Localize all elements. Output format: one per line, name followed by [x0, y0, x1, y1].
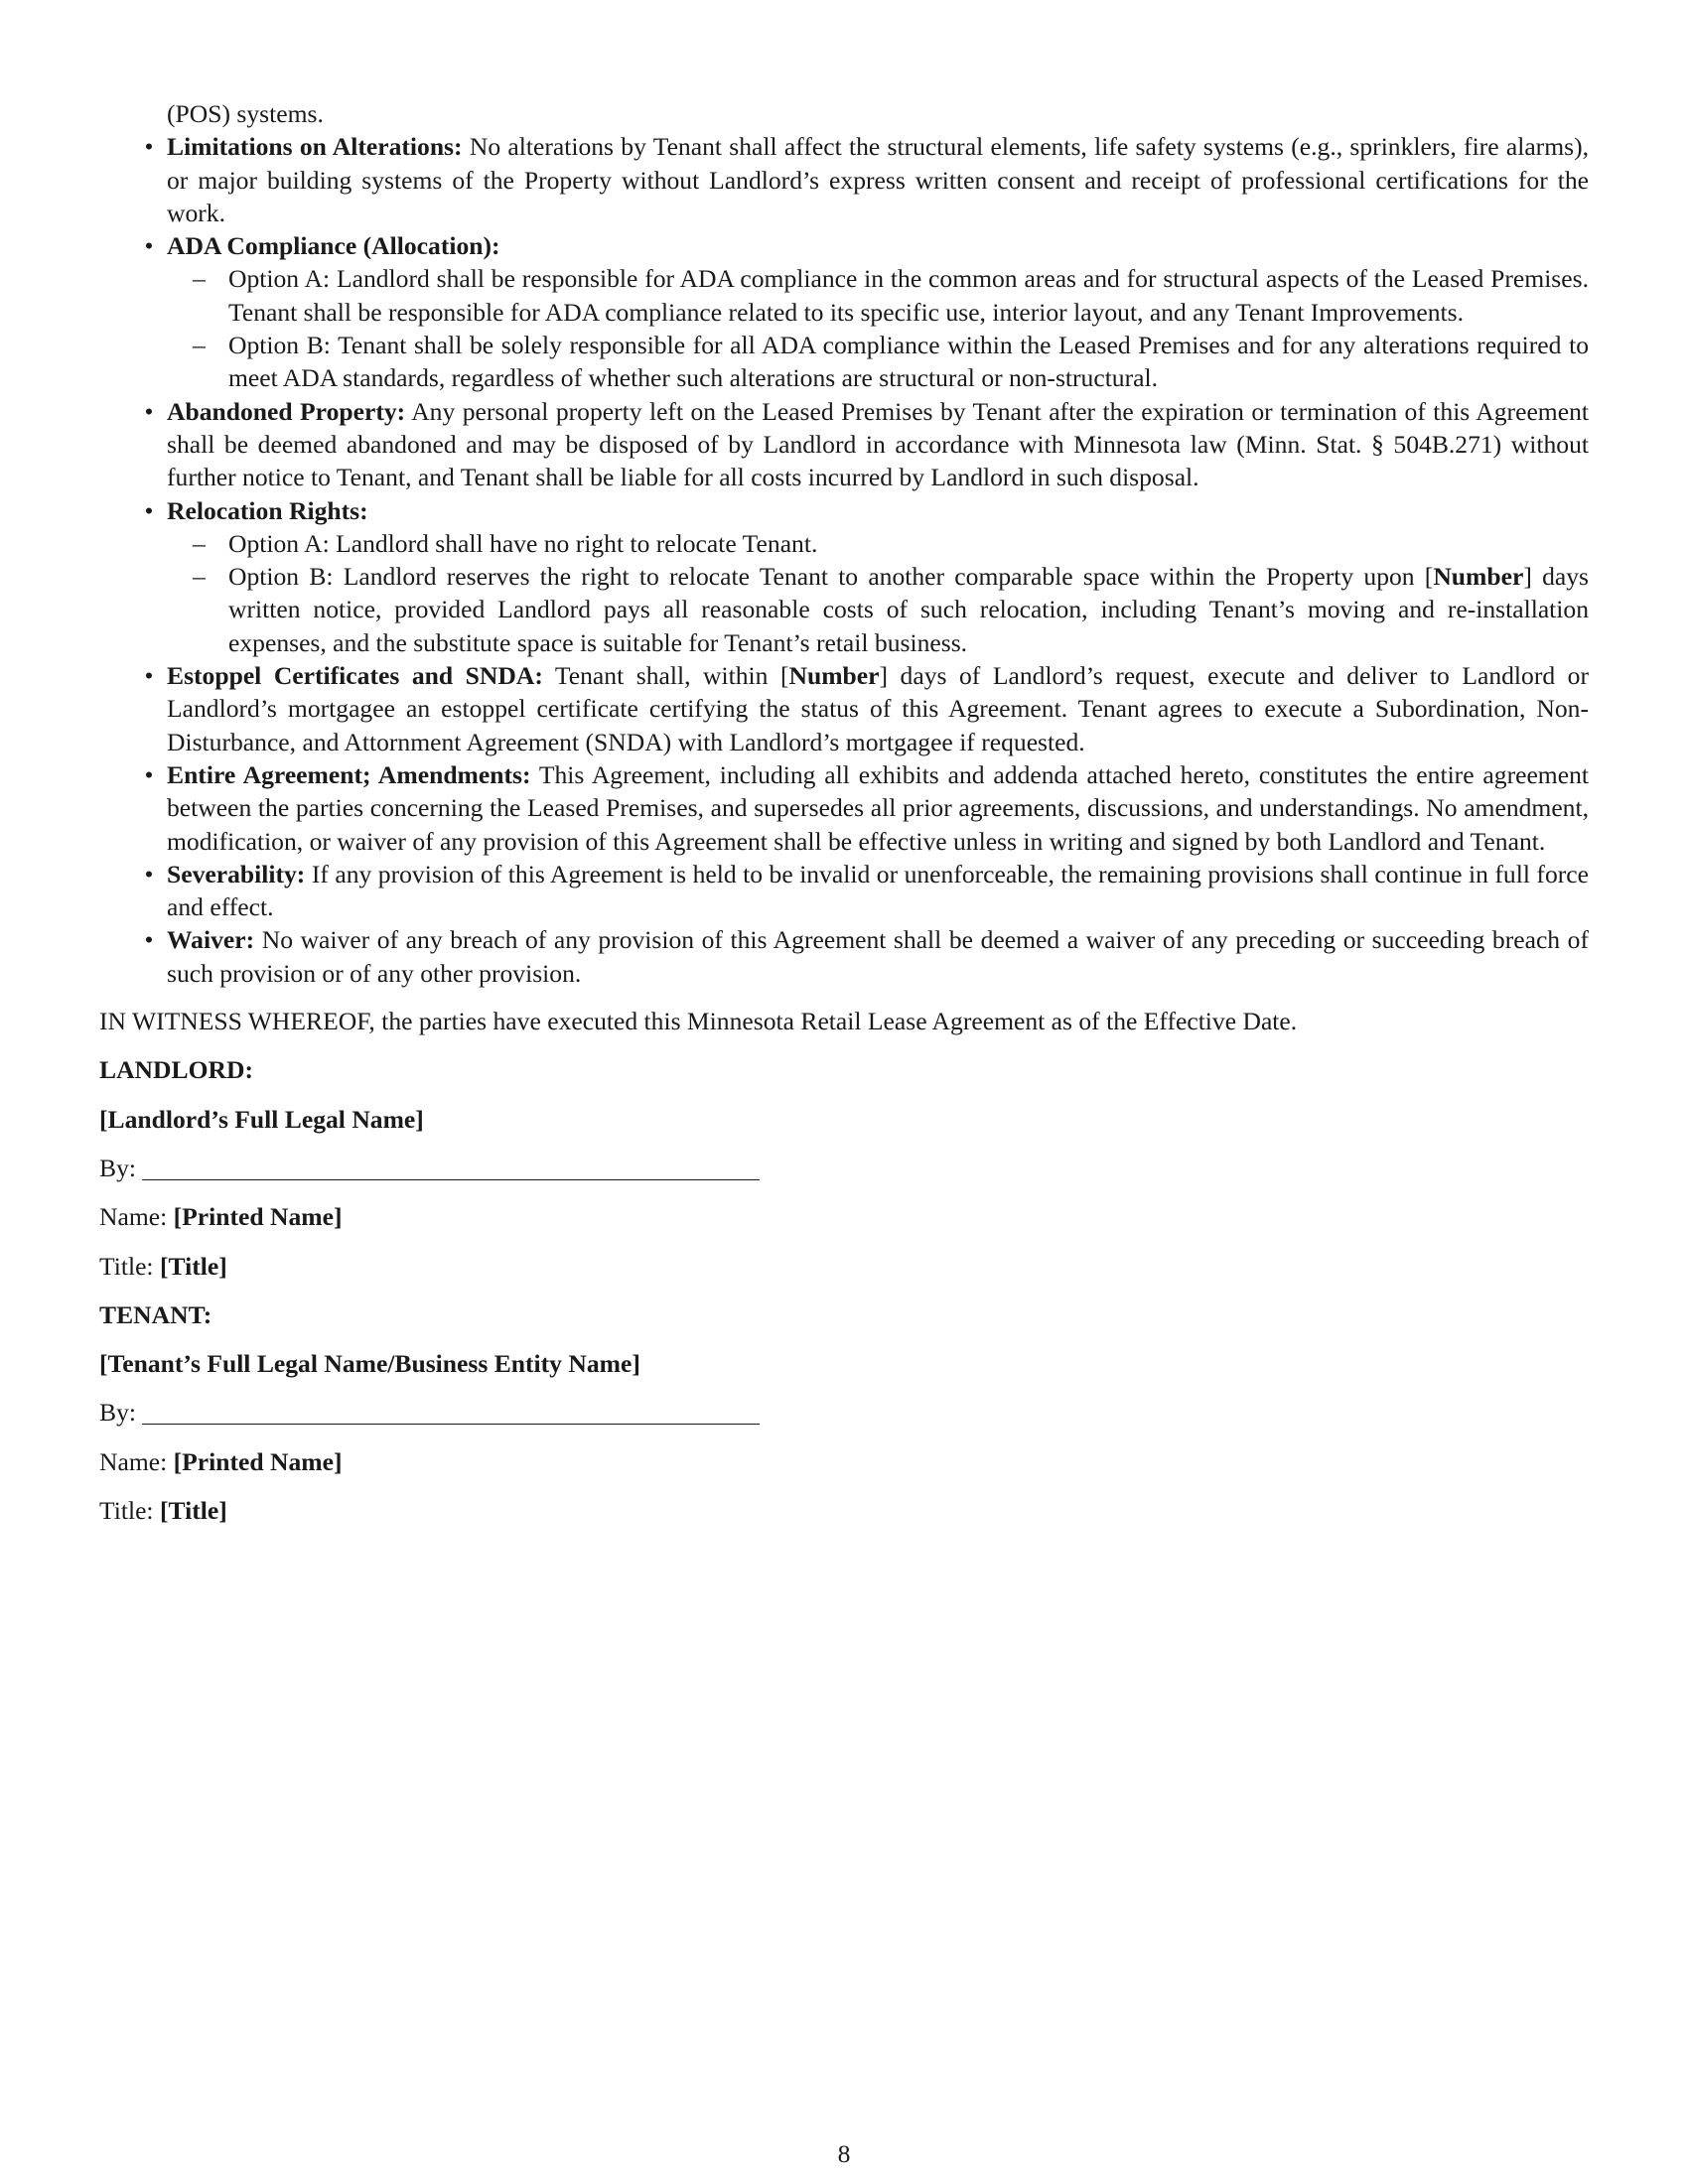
bullet-icon: •	[144, 759, 154, 789]
bullet-icon: •	[144, 495, 154, 525]
option-text-before: Option B: Landlord reserves the right to relocate Tenant to another comparable space within the Property upon [	[228, 562, 1434, 592]
clause-abandoned-property	[99, 395, 1589, 494]
tenant-entity-name-text: Tenant’s Full Legal Name/Business Entity Name	[107, 1349, 633, 1379]
tenant-entity-name: [Tenant’s Full Legal Name/Business Entity Name]	[99, 1349, 640, 1379]
landlord-entity-name-text: Landlord’s Full Legal Name	[107, 1104, 416, 1134]
clause-waiver	[99, 923, 1589, 990]
dash-icon: –	[193, 562, 206, 592]
title-label: Title:	[99, 1495, 154, 1525]
tenant-by-row	[99, 1396, 1589, 1429]
clause-text-before: Tenant shall, within [	[554, 661, 789, 691]
clause-relocation-rights	[99, 494, 1589, 659]
clause-heading: Estoppel Certificates and SNDA:	[167, 661, 543, 691]
clause-heading: Entire Agreement; Amendments:	[167, 759, 531, 789]
clause-heading: Waiver:	[167, 925, 255, 955]
clause-text: If any provision of this Agreement is held to be invalid or unenforceable, the remaining provisions shall continue in full force and effect.	[167, 859, 1589, 922]
clause-heading: Abandoned Property:	[167, 396, 406, 426]
landlord-heading-text: LANDLORD:	[99, 1055, 253, 1085]
tenant-signature-line[interactable]	[142, 1398, 760, 1425]
tenant-heading-text: TENANT:	[99, 1299, 212, 1329]
clause-entire-agreement	[99, 758, 1589, 858]
landlord-printed-name: Printed Name	[182, 1202, 334, 1232]
clause-heading: ADA Compliance (Allocation):	[167, 231, 500, 261]
landlord-name-row: Name: [Printed Name]	[99, 1202, 343, 1232]
option-list	[167, 262, 1589, 394]
landlord-signature-line[interactable]	[142, 1154, 760, 1180]
dash-icon: –	[193, 528, 206, 558]
witness-statement: IN WITNESS WHEREOF, the parties have executed this Minnesota Retail Lease Agreement as of the Effective Date.	[99, 1007, 1298, 1036]
option-item	[167, 560, 1589, 659]
tenant-signature-block	[99, 1298, 1589, 1527]
tenant-heading	[99, 1298, 1589, 1331]
clause-text: No waiver of any breach of any provision of this Agreement shall be deemed a waiver of any preceding or succeeding breach of such provision or of any other provision.	[167, 925, 1589, 988]
option-item	[167, 329, 1589, 395]
landlord-signature-block	[99, 1053, 1589, 1282]
clause-estoppel-snda	[99, 659, 1589, 758]
placeholder-number: Number	[788, 661, 880, 691]
clause-text-after: ] days of Landlord’s request, execute and deliver to Landlord or Landlord’s mortgagee an estoppel certificate certifying the status of this Agreement. Tenant agrees to execute a Subordination, Non-Disturbance, and Attornment Agreement (SNDA) with Landlord’s mortgagee if requested.	[167, 661, 1589, 756]
option-text: Option A: Landlord shall be responsible for ADA compliance in the common areas and for structural aspects of the Leased Premises. Tenant shall be responsible for ADA compliance related to its specific use, interior layout, and any Tenant Improvements.	[228, 264, 1589, 327]
bullet-icon: •	[144, 859, 154, 888]
placeholder-number: Number	[1433, 562, 1524, 592]
tenant-title-row: Title: [Title]	[99, 1495, 227, 1525]
option-list	[167, 527, 1589, 659]
by-label: By:	[99, 1153, 136, 1182]
bullet-icon: •	[144, 132, 154, 162]
landlord-title-row: Title: [Title]	[99, 1251, 227, 1281]
clause-text: Any personal property left on the Leased Premises by Tenant after the expiration or termination of this Agreement shall be deemed abandoned and may be disposed of by Landlord in accordance with Minnesota law (Minn. Stat. § 504B.271) without further notice to Tenant, and Tenant shall be liable for all costs incurred by Landlord in such disposal.	[167, 396, 1589, 492]
landlord-title-value: Title	[168, 1251, 219, 1281]
tenant-title-value: Title	[168, 1495, 219, 1525]
clause-heading: Severability:	[167, 859, 306, 888]
clause-limitations-on-alterations	[99, 130, 1589, 229]
option-item	[167, 527, 1589, 560]
name-label: Name:	[99, 1202, 168, 1232]
name-label: Name:	[99, 1446, 168, 1476]
landlord-entity-name: [Landlord’s Full Legal Name]	[99, 1104, 424, 1134]
landlord-heading	[99, 1053, 1589, 1086]
bullet-icon: •	[144, 231, 154, 261]
option-text-after: ] days written notice, provided Landlord pays all reasonable costs of such relocation, including Tenant’s moving and re-installation expenses, and the substitute space is suitable for Tenant’s retail business.	[228, 562, 1589, 657]
clause-text: No alterations by Tenant shall affect the structural elements, life safety systems (e.g., sprinklers, fire alarms), or major building systems of the Property without Landlord’s express written consent and receipt of professional certifications for the work.	[167, 132, 1589, 227]
continuation-text: (POS) systems.	[167, 99, 324, 128]
clause-heading: Relocation Rights:	[167, 495, 368, 525]
bullet-icon: •	[144, 661, 154, 691]
option-item	[167, 262, 1589, 329]
by-label: By:	[99, 1398, 136, 1428]
page-number: 8	[837, 2139, 851, 2168]
bullet-icon: •	[144, 925, 154, 955]
dash-icon: –	[193, 331, 206, 360]
clause-severability	[99, 858, 1589, 924]
clause-heading: Limitations on Alterations:	[167, 132, 463, 162]
title-label: Title:	[99, 1251, 154, 1281]
option-text: Option A: Landlord shall have no right to relocate Tenant.	[228, 528, 818, 558]
clause-list	[99, 130, 1589, 990]
dash-icon: –	[193, 264, 206, 294]
landlord-by-row	[99, 1152, 1589, 1184]
tenant-name-row: Name: [Printed Name]	[99, 1446, 343, 1476]
clause-ada-compliance	[99, 229, 1589, 394]
document-page	[99, 97, 1589, 1527]
clause-text: This Agreement, including all exhibits and addenda attached hereto, constitutes the entire agreement between the parties concerning the Leased Premises, and supersedes all prior agreements, discussions, and understandings. No amendment, modification, or waiver of any provision of this Agreement shall be effective unless in writing and signed by both Landlord and Tenant.	[167, 759, 1589, 856]
option-text: Option B: Tenant shall be solely responsible for all ADA compliance within the Leased Premises and for any alterations required to meet ADA standards, regardless of whether such alterations are structural or non-structural.	[228, 331, 1589, 393]
tenant-printed-name: Printed Name	[182, 1446, 334, 1476]
bullet-icon: •	[144, 396, 154, 426]
